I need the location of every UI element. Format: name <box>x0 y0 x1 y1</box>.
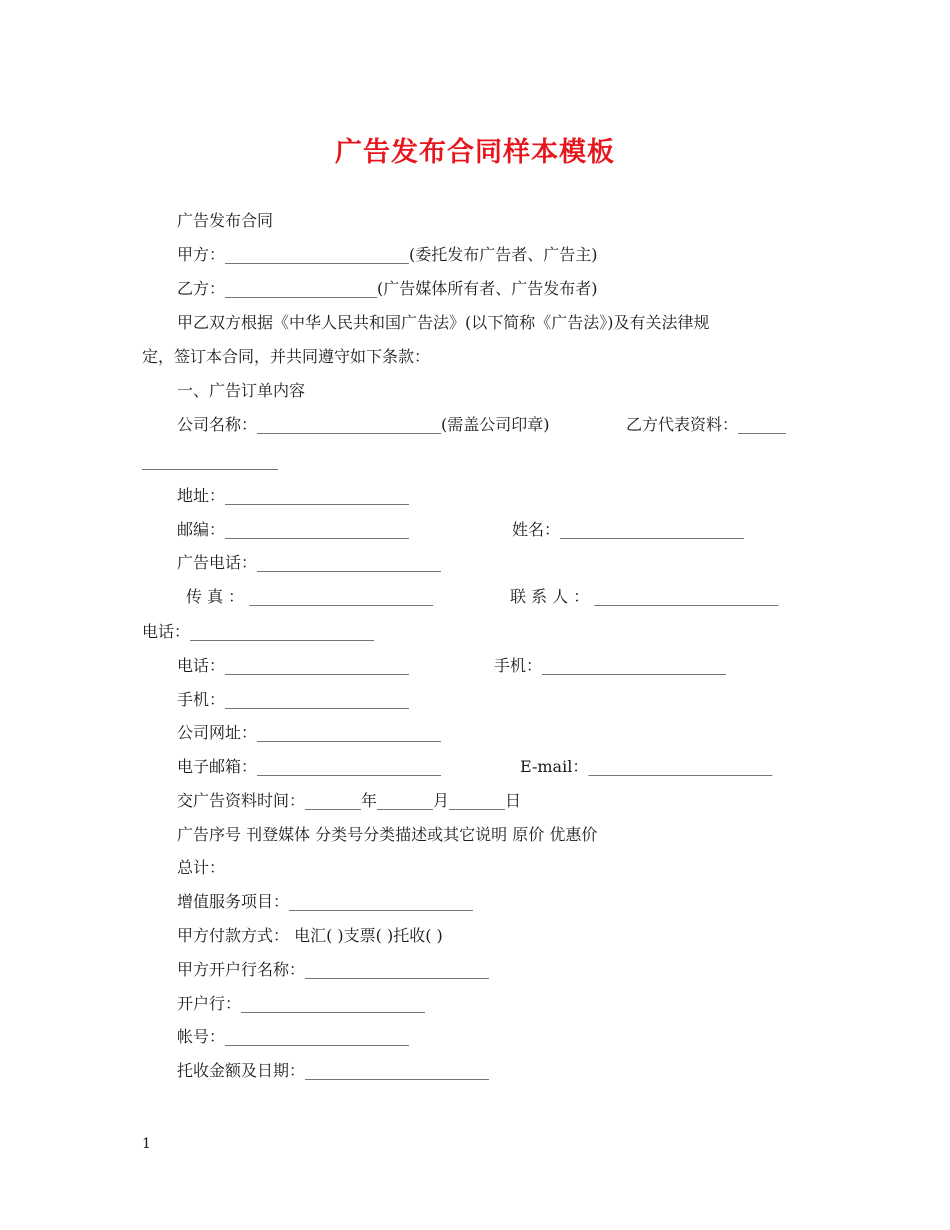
page-number: 1 <box>142 1136 151 1152</box>
address-field: 地址：_______________________ <box>177 486 410 505</box>
mobile-field: 手机：_______________________ <box>494 656 727 675</box>
bank-field: 开户行：_______________________ <box>177 994 426 1013</box>
phone-field-2: 电话：_______________________ <box>177 656 410 675</box>
section-heading-order: 一、广告订单内容 <box>177 381 306 400</box>
collection-amount-field: 托收金额及日期：_______________________ <box>177 1061 490 1080</box>
contact-person-field: 联 系 人 ： _______________________ <box>510 587 779 606</box>
intro-paragraph-line2: 定，签订本合同，并共同遵守如下条款： <box>142 347 431 366</box>
order-table-header: 广告序号 刊登媒体 分类号分类描述或其它说明 原价 优惠价 <box>177 825 598 844</box>
mobile-field-2: 手机：_______________________ <box>177 690 410 709</box>
postcode-field: 邮编：_______________________ <box>177 520 410 539</box>
total-label: 总计： <box>177 858 226 877</box>
intro-paragraph-line1: 甲乙双方根据《中华人民共和国广告法》(以下简称《广告法》)及有关法律规 <box>177 313 710 332</box>
company-name-field: 公司名称：_______________________(需盖公司印章) <box>177 415 550 434</box>
fax-field: 传 真 ： _______________________ <box>186 587 434 606</box>
party-b-rep-field: 乙方代表资料：______ <box>626 415 787 434</box>
value-added-field: 增值服务项目：_______________________ <box>177 892 474 911</box>
document-title: 广告发布合同样本模板 <box>335 137 615 168</box>
party-b-line: 乙方：___________________(广告媒体所有者、广告发布者) <box>177 279 598 298</box>
phone-field: 电话：_______________________ <box>142 622 375 641</box>
email-field: 电子邮箱：_______________________ <box>177 757 442 776</box>
name-field: 姓名：_______________________ <box>512 520 745 539</box>
party-a-line: 甲方：_______________________(委托发布广告者、广告主) <box>177 245 598 264</box>
email-en-field: E-mail：_______________________ <box>520 757 773 776</box>
website-field: 公司网址：_______________________ <box>177 723 442 742</box>
account-field: 帐号：_______________________ <box>177 1027 410 1046</box>
payment-method-field: 甲方付款方式： 电汇( )支票( )托收( ) <box>177 926 443 945</box>
ad-phone-field: 广告电话：_______________________ <box>177 553 442 572</box>
bank-name-field: 甲方开户行名称：_______________________ <box>177 960 490 979</box>
party-b-rep-continued: _________________ <box>142 451 278 470</box>
material-date-field: 交广告资料时间：_______年_______月_______日 <box>177 791 522 810</box>
contract-heading: 广告发布合同 <box>177 211 274 230</box>
